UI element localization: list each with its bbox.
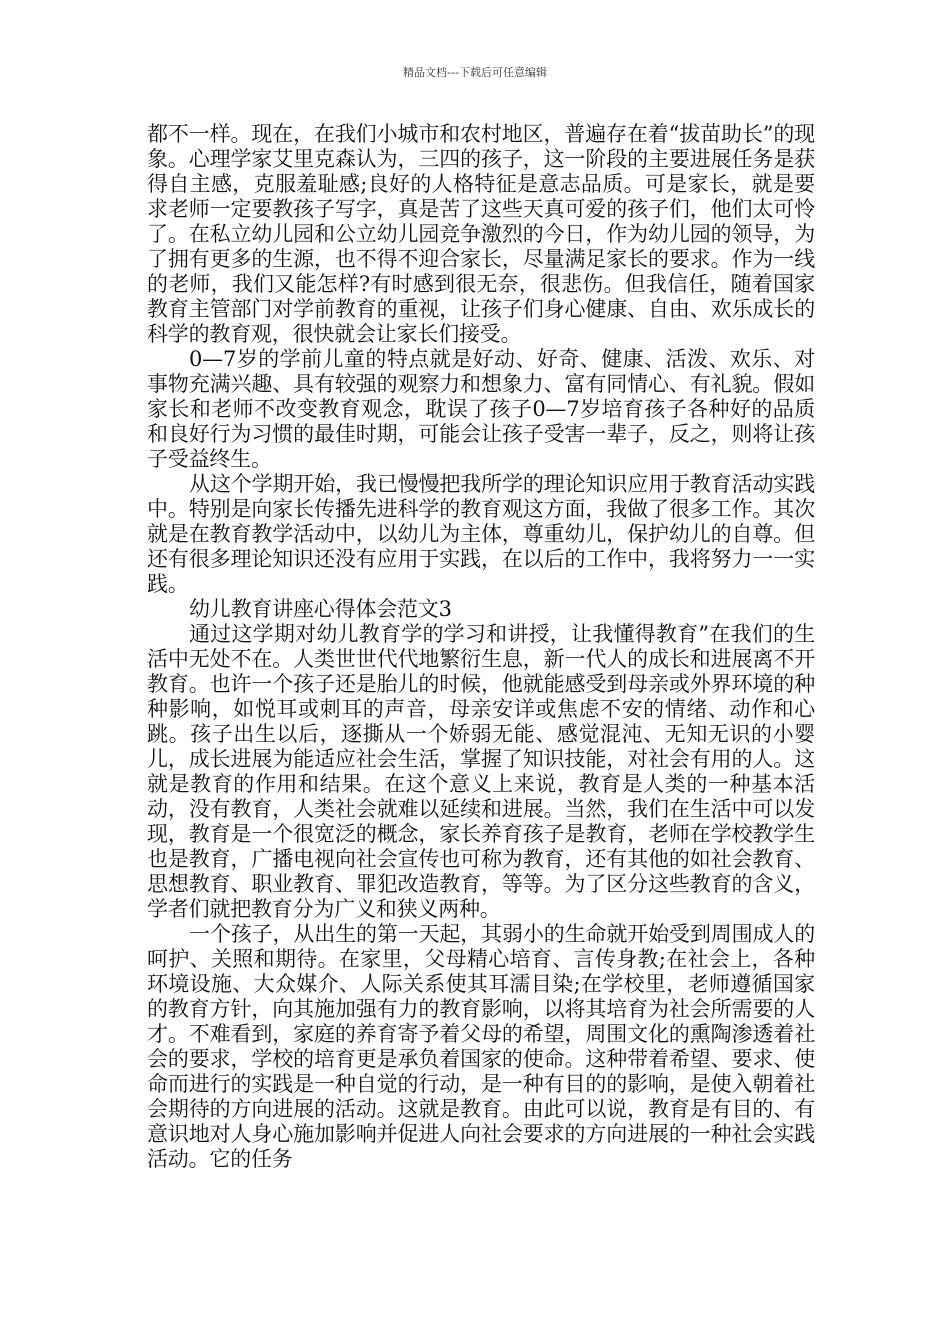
section-heading: 幼儿教育讲座心得体会范文3	[189, 597, 452, 621]
paragraph-5: 一个孩子，从出生的第一天起，其弱小的生命就开始受到周围成人的呵护、关照和期待。在家里，父母精心培育、言传身教;在社会上，各种环境设施、大众媒介、人际关系使其耳濡目染;在学校里，老师遵循国家的教育方针，向其施加强有力的教育影响，以将其培育为社会所需要的人才。不难看到，家庭的养育寄予着父母的希望，周围文化的熏陶渗透着社会的要求，学校的培育更是承负着国家的使命。这种带着希望、要求、使命而进行的实践是一种自觉的行动，是一种有目的的影响，是使入朝着社会期待的方向进展的活动。这就是教育。由此可以说，教育是有目的、有意识地对人身心施加影响并促进人向社会要求的方向进展的一种社会实践活动。它的任务	[147, 922, 815, 1171]
paragraph-4: 通过这学期对幼儿教育学的学习和讲授，让我懂得教育”在我们的生活中无处不在。人类世世代代地繁衍生息，新一代人的成长和进展离不开教育。也许一个孩子还是胎儿的时候，他就能感受到母亲或外界环境的种种影响，如悦耳或刺耳的声音，母亲安详或焦虑不安的情绪、动作和心跳。孩子出生以后，逐撕从一个娇弱无能、感觉混沌、无知无识的小婴儿，成长进展为能适应社会生活，掌握了知识技能，对社会有用的人。这就是教育的作用和结果。在这个意义上来说，教育是人类的一种基本活动，没有教育，人类社会就难以延续和进展。当然，我们在生活中可以发现，教育是一个很宽泛的概念，家长养育孩子是教育，老师在学校教学生也是教育，广播电视向社会宣传也可称为教育，还有其他的如社会教育、思想教育、职业教育、罪犯改造教育，等等。为了区分这些教育的含义，学者们就把教育分为广义和狭义两种。	[147, 622, 815, 921]
paragraph-1: 都不一样。现在，在我们小城市和农村地区，普遍存在着“拔苗助长”的现象。心理学家艾里克森认为，三四的孩子，这一阶段的主要进展任务是获得自主感，克服羞耻感;良好的人格特征是意志品质。可是家长，就是要求老师一定要教孩子写字，真是苦了这些天真可爱的孩子们，他们太可怜了。在私立幼儿园和公立幼儿园竞争激烈的今日，作为幼儿园的领导，为了拥有更多的生源，也不得不迎合家长，尽量满足家长的要求。作为一线的老师，我们又能怎样?有时感到很无奈，很悲伤。但我信任，随着国家教育主管部门对学前教育的重视，让孩子们身心健康、自由、欢乐成长的科学的教育观，很快就会让家长们接受。	[147, 122, 815, 346]
document-body	[147, 122, 815, 1172]
page-header: 精品文档---下载后可任意编辑	[403, 66, 547, 79]
paragraph-2: 0—7岁的学前儿童的特点就是好动、好奇、健康、活泼、欢乐、对事物充满兴趣、具有较强的观察力和想象力、富有同情心、有礼貌。假如家长和老师不改变教育观念，耽误了孩子0—7岁培育孩子各种好的品质和良好行为习惯的最佳时期，可能会让孩子受害一辈子，反之，则将让孩子受益终生。	[147, 347, 815, 471]
paragraph-3: 从这个学期开始，我已慢慢把我所学的理论知识应用于教育活动实践中。特别是向家长传播先进科学的教育观这方面，我做了很多工作。其次就是在教育教学活动中，以幼儿为主体，尊重幼儿，保护幼儿的自尊。但还有很多理论知识还没有应用于实践，在以后的工作中，我将努力一一实践。	[147, 472, 815, 596]
